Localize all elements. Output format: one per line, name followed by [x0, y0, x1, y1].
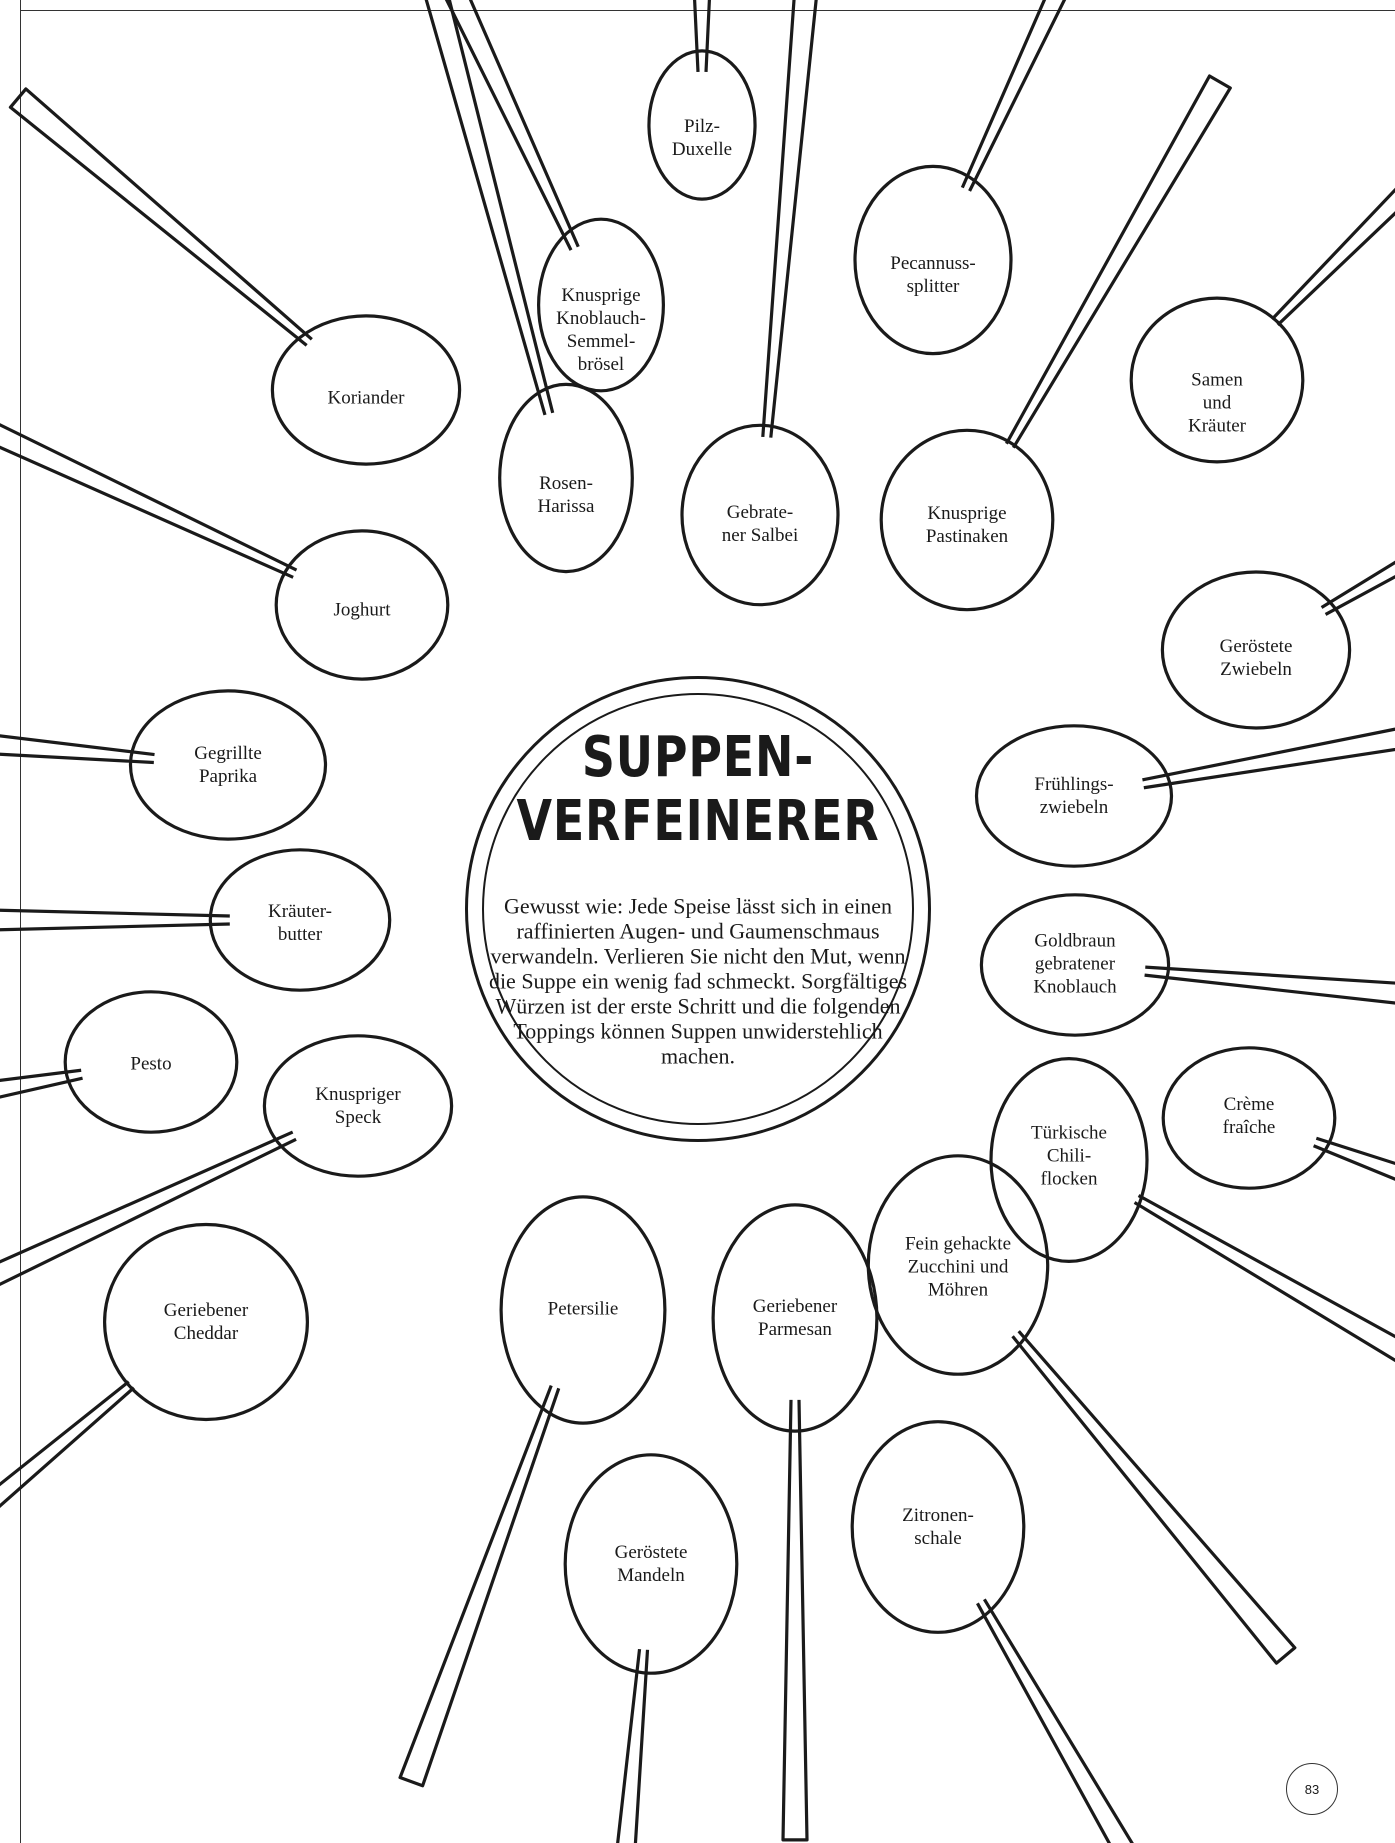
topping-label: Geriebener Cheddar: [163, 1300, 249, 1344]
page-title: [477, 726, 920, 854]
spoon-icon: [649, 0, 755, 199]
spoon-icon: [1163, 1048, 1395, 1222]
spoon-icon: [0, 385, 448, 679]
topping-label: Geröstete Mandeln: [614, 1542, 688, 1586]
spoon-handle: [0, 385, 297, 577]
topping-label: Crème fraîche: [1222, 1094, 1276, 1138]
spoon-handle: [0, 1132, 296, 1324]
spoon-icon: [1162, 451, 1395, 728]
topping-label: Türkische Chili- flocken: [1031, 1122, 1107, 1190]
topping-label: Koriander: [327, 387, 405, 409]
topping-label: Geröstete Zwiebeln: [1219, 636, 1293, 680]
spoon-handle: [783, 1400, 807, 1840]
spoon-handle: [10, 89, 311, 346]
spoon-icon: [0, 691, 326, 839]
topping-label: Fein gehackte Zucchini und Möhren: [904, 1233, 1012, 1301]
spoon-handle: [400, 1386, 559, 1786]
spoon-handle: [0, 908, 230, 932]
spoon-handle: [1013, 1331, 1295, 1663]
spoon-handle: [1142, 713, 1395, 788]
topping-label: Pesto: [130, 1053, 172, 1075]
spoon-handle: [413, 0, 553, 415]
topping-label: Kräuter- butter: [268, 901, 332, 945]
topping-label: Rosen- Harissa: [537, 473, 595, 517]
topping-label: Pilz- Duxelle: [671, 116, 733, 160]
spoon-handle: [1272, 87, 1395, 325]
topping-label: Knusprige Knoblauch- Semmel- brösel: [556, 285, 646, 375]
topping-label: Knusprige Pastinaken: [925, 503, 1009, 547]
topping-label: Gegrillte Paprika: [194, 743, 262, 787]
topping-label: Joghurt: [333, 599, 391, 621]
topping-label: Knuspriger Speck: [315, 1084, 401, 1128]
spoon-handle: [0, 1070, 83, 1114]
spoon-handle: [0, 1382, 134, 1600]
page-title-text: SUPPEN- VERFEINERER: [516, 725, 880, 854]
topping-label: Samen und Kräuter: [1187, 369, 1247, 437]
spoon-handle: [604, 1649, 648, 1843]
topping-label: Frühlings- zwiebeln: [1034, 774, 1114, 818]
spoon-handle: [1145, 967, 1395, 1013]
spoon-handle: [1314, 1138, 1395, 1221]
topping-label: Gebrate- ner Salbei: [721, 502, 799, 546]
spoon-handle: [763, 0, 823, 438]
topping-label: Geriebener Parmesan: [752, 1296, 838, 1340]
spoon-handle: [977, 1599, 1181, 1843]
topping-label: Petersilie: [547, 1298, 619, 1320]
spoon-icon: [400, 1197, 665, 1786]
spoon-handle: [1322, 451, 1395, 615]
spoon-icon: [0, 992, 237, 1132]
spoon-handle: [962, 0, 1116, 191]
spoon-handle: [690, 0, 714, 72]
topping-label: Pecannuss- splitter: [890, 253, 976, 297]
page-number: 83: [1286, 1763, 1338, 1815]
spoon-handle: [1135, 1196, 1395, 1400]
spoon-icon: [855, 0, 1116, 354]
topping-label: Goldbraun gebratener Knoblauch: [1033, 930, 1117, 998]
intro-text: Gewusst wie: Jede Speise lässt sich in einen raffinierten Augen- und Gaumenschmaus verwandeln. Verlieren Sie nicht den Mut, wenn die Suppe ein wenig fad schmeckt. Sorgfältiges Würzen ist der erste Schritt und die folgenden Toppings können Suppen unwiderstehlich machen.: [488, 893, 908, 1069]
spoon-icon: [565, 1455, 737, 1843]
topping-label: Zitronen- schale: [902, 1505, 974, 1549]
spoon-icon: [0, 1225, 307, 1600]
